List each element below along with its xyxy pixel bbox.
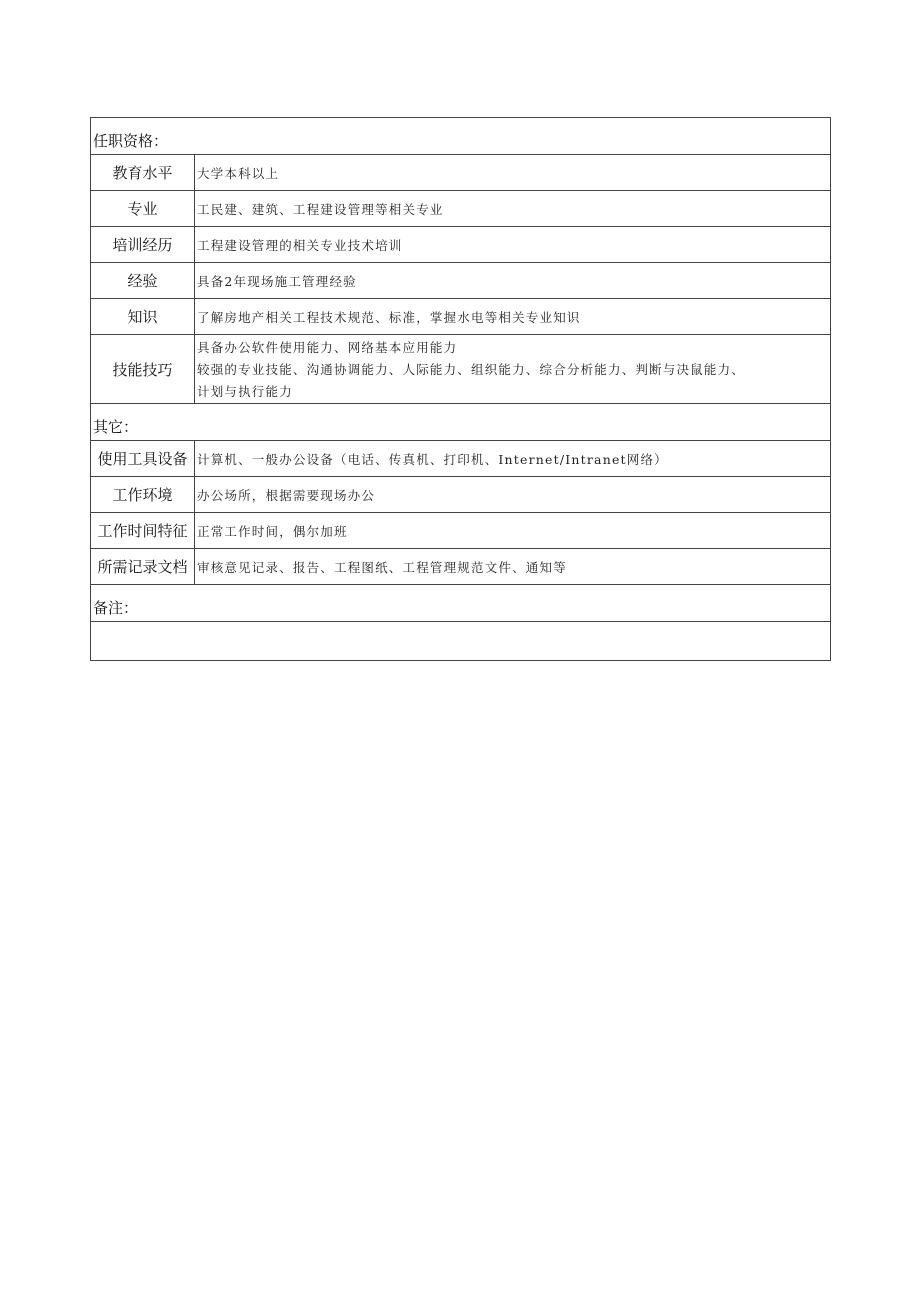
value-line: 较强的专业技能、沟通协调能力、人际能力、组织能力、综合分析能力、判断与决鼠能力、 bbox=[197, 362, 746, 377]
row-value: 工民建、建筑、工程建设管理等相关专业 bbox=[195, 191, 831, 227]
table-row bbox=[91, 299, 831, 335]
row-label: 工作环境 bbox=[91, 477, 195, 513]
row-value: 工程建设管理的相关专业技术培训 bbox=[195, 227, 831, 263]
table-row bbox=[91, 549, 831, 585]
table-row bbox=[91, 335, 831, 404]
row-value: 办公场所，根据需要现场办公 bbox=[195, 477, 831, 513]
section-header-remarks bbox=[91, 585, 831, 622]
row-label: 技能技巧 bbox=[91, 335, 195, 404]
row-value: 大学本科以上 bbox=[195, 155, 831, 191]
section-title: 备注： bbox=[91, 585, 831, 622]
row-label: 培训经历 bbox=[91, 227, 195, 263]
row-label: 经验 bbox=[91, 263, 195, 299]
row-value: 具备2年现场施工管理经验 bbox=[195, 263, 831, 299]
row-value: 计算机、一般办公设备（电话、传真机、打印机、Internet/Intranet网络） bbox=[195, 441, 831, 477]
table-row bbox=[91, 263, 831, 299]
row-label: 使用工具设备 bbox=[91, 441, 195, 477]
table-row bbox=[91, 441, 831, 477]
row-label: 专业 bbox=[91, 191, 195, 227]
table-row bbox=[91, 191, 831, 227]
remarks-row bbox=[91, 622, 831, 661]
value-line: 具备办公软件使用能力、网络基本应用能力 bbox=[197, 340, 458, 355]
row-label: 所需记录文档 bbox=[91, 549, 195, 585]
table-row bbox=[91, 155, 831, 191]
job-qualification-table bbox=[90, 117, 831, 661]
table-row bbox=[91, 477, 831, 513]
row-value: 了解房地产相关工程技术规范、标准，掌握水电等相关专业知识 bbox=[195, 299, 831, 335]
section-title: 其它： bbox=[91, 404, 831, 441]
row-value: 审核意见记录、报告、工程图纸、工程管理规范文件、通知等 bbox=[195, 549, 831, 585]
section-title: 任职资格： bbox=[91, 118, 831, 155]
table-row bbox=[91, 227, 831, 263]
row-label: 知识 bbox=[91, 299, 195, 335]
remarks-value bbox=[91, 622, 831, 661]
row-label: 教育水平 bbox=[91, 155, 195, 191]
row-value: 正常工作时间，偶尔加班 bbox=[195, 513, 831, 549]
section-header-other bbox=[91, 404, 831, 441]
table-row bbox=[91, 513, 831, 549]
value-line: 计划与执行能力 bbox=[197, 384, 293, 399]
row-value bbox=[195, 335, 831, 404]
section-header-qualifications bbox=[91, 118, 831, 155]
row-label: 工作时间特征 bbox=[91, 513, 195, 549]
